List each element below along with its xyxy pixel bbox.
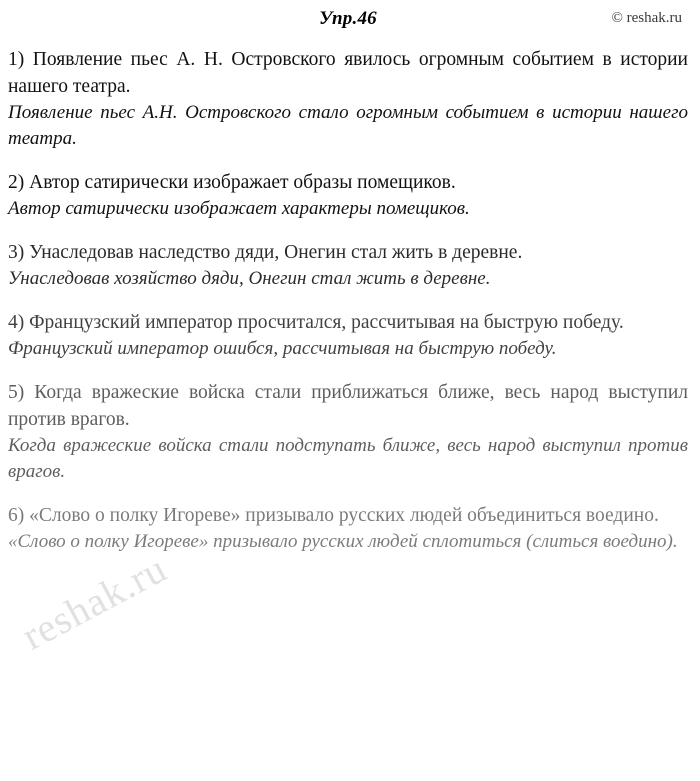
page-title: Упр.46 bbox=[319, 8, 377, 29]
exercise-question: 2) Автор сатирически изображает образы помещиков. bbox=[8, 172, 456, 193]
exercise-item bbox=[8, 46, 688, 152]
exercise-answer: Автор сатирически изображает характеры помещиков. bbox=[8, 198, 470, 219]
exercise-question: 3) Унаследовав наследство дяди, Онегин стал жить в деревне. bbox=[8, 242, 523, 263]
exercise-answer: Французский император ошибся, рассчитывая на быструю победу. bbox=[8, 338, 557, 359]
page-header bbox=[8, 6, 688, 36]
exercise-item bbox=[8, 309, 688, 362]
exercise-item bbox=[8, 502, 688, 555]
exercise-answer: Появление пьес А.Н. Островского стало огромным событием в истории нашего театра. bbox=[8, 102, 688, 149]
exercise-list bbox=[8, 46, 688, 555]
exercise-question: 1) Появление пьес А. Н. Островского явилось огромным событием в истории нашего театра. bbox=[8, 49, 688, 97]
exercise-question: 6) «Слово о полку Игореве» призывало русских людей объединиться воедино. bbox=[8, 505, 659, 526]
watermark: reshak.ru bbox=[14, 545, 174, 659]
exercise-answer: «Слово о полку Игореве» призывало русских людей сплотиться (слиться воедино). bbox=[8, 531, 678, 552]
exercise-item bbox=[8, 239, 688, 292]
exercise-answer: Унаследовав хозяйство дяди, Онегин стал жить в деревне. bbox=[8, 268, 491, 289]
copyright-notice: © reshak.ru bbox=[611, 10, 682, 26]
exercise-answer: Когда вражеские войска стали подступать ближе, весь народ выступил против врагов. bbox=[8, 435, 688, 482]
exercise-item bbox=[8, 379, 688, 485]
exercise-question: 4) Французский император просчитался, рассчитывая на быструю победу. bbox=[8, 312, 624, 333]
exercise-item bbox=[8, 169, 688, 222]
exercise-question: 5) Когда вражеские войска стали приближаться ближе, весь народ выступил против врагов. bbox=[8, 382, 688, 430]
